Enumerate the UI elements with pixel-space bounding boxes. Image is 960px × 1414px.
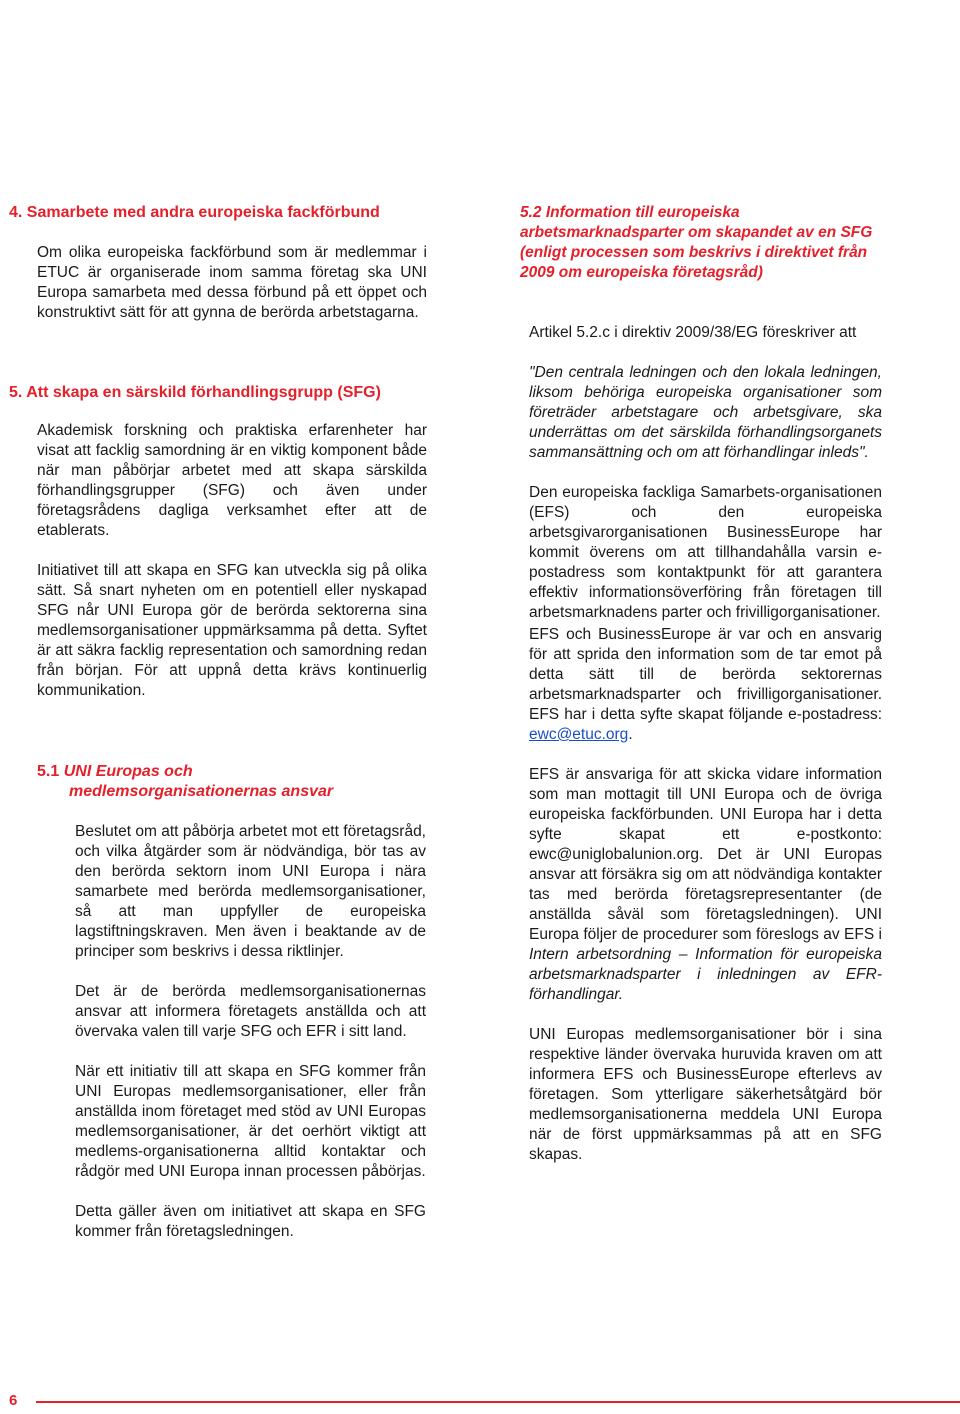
section-5-body [37, 421, 427, 701]
right-paragraph-2: EFS och BusinessEurope är var och en ansvarig för att sprida den information som de tar emot på detta sätt till de berörda sektorernas arbetsmarknadsparter och frivilligorganisationer. EFS har i detta syfte skapat följande e-postadress: ewc@etuc.org. [529, 626, 882, 743]
right-paragraph-4: UNI Europas medlemsorganisationer bör i sina respektive länder övervaka huruvida kraven om att informera EFS och BusinessEurope efterlevs av företagen. Som ytterligare säkerhetsåtgärd bör medlemsorganisationerna meddela UNI Europa när de först uppmärksammas på att en SFG skapas. [529, 1026, 882, 1163]
etuc-email-link[interactable]: ewc@etuc.org [529, 726, 629, 743]
section-5-1-paragraph-1: Beslutet om att påbörja arbetet mot ett företagsråd, och vilka åtgärder som är nödvändiga, bör tas av den berörda sektorn inom UNI Europa i nära samarbete med berörda medlemsorganisationer, så att man uppfyller de europeiska lagstiftningskraven. Men även i beaktande av de principer som beskrivs i dessa riktlinjer. [75, 823, 426, 960]
directive-quote: "Den centrala ledningen och den lokala ledningen, liksom behöriga europeiska organisationer som företräder arbetstagare och arbetsgivare, ska underrättas om det särskilda förhandlingsorganets sammansättning och om att förhandlingar inleds". [529, 364, 882, 461]
section-5-1-body [75, 822, 426, 1242]
section-5-2-heading: 5.2 Information till europeiska arbetsmarknadsparter om skapandet av en SFG (enligt processen som beskrivs i direktivet från 2009 om europeiska företagsråd) [520, 204, 873, 281]
section-5-1-paragraph-4: Detta gäller även om initiativet att skapa en SFG kommer från företagsledningen. [75, 1203, 426, 1240]
footer-rule [36, 1401, 960, 1403]
section-5-heading: 5. Att skapa en särskild förhandlingsgrupp (SFG) [9, 384, 381, 401]
section-5-1-paragraph-3: När ett initiativ till att skapa en SFG kommer från UNI Europas medlemsorganisationer, eller från anställda inom företaget med stöd av UNI Europas medlemsorganisationer, är det oerhört viktigt att medlems-organisationerna alltid kontaktar och rådgör med UNI Europa innan processen påbörjas. [75, 1063, 426, 1180]
section-5-2-header [520, 203, 882, 283]
article-intro: Artikel 5.2.c i direktiv 2009/38/EG föreskriver att [529, 324, 857, 341]
section-5-2-body [529, 323, 882, 1165]
section-5-paragraph-1: Akademisk forskning och praktiska erfarenheter har visat att facklig samordning är en viktig komponent både när man påbörjar arbetet med att skapa särskilda förhandlingsgrupper (SFG) och även under företagsrådens dagliga verksamhet efter att de etablerats. [37, 422, 427, 539]
section-4-heading: 4. Samarbete med andra europeiska fackförbund [9, 204, 380, 221]
right-paragraph-3: EFS är ansvariga för att skicka vidare information som man mottagit till UNI Europa och de övriga europeiska fackförbunden. UNI Europa har i detta syfte skapat ett e-postkonto: ewc@uniglobalunion.org. Det är UNI Europas ansvar att försäkra sig om att nödvändiga kontakter tas med berörda företagsrepresentanter (de anställda såväl som företagsledningen). UNI Europa följer de procedurer som föreslogs av EFS i Intern arbetsordning – Information för europeiska arbetsmarknadsparter i inledningen av EFR-förhandlingar. [529, 766, 882, 1003]
section-5-paragraph-2: Initiativet till att skapa en SFG kan utveckla sig på olika sätt. Så snart nyheten om en potentiell eller nyskapad SFG når UNI Europa gör de berörda sektorerna sina medlemsorganisationer uppmärksamma på detta. Syftet är att säkra facklig representation och samordning redan från början. För att uppnå detta krävs kontinuerlig kommunikation. [37, 562, 427, 699]
section-5-1-paragraph-2: Det är de berörda medlemsorganisationernas ansvar att informera företagets anställda och att övervaka valen till varje SFG och EFR i sitt land. [75, 983, 426, 1040]
right-paragraph-1: Den europeiska fackliga Samarbets-organisationen (EFS) och den europeiska arbetsgivarorganisationen BusinessEurope har kommit överens om att tillhandahålla varsin e-postadress som kontaktpunkt för att garantera effektiv informationsöverföring från företagen till arbetsmarknadens parter och frivilligorganisationer. [529, 484, 882, 621]
section-4-paragraph: Om olika europeiska fackförbund som är medlemmar i ETUC är organiserade inom samma företag ska UNI Europa samarbeta med dessa förbund på ett öppet och konstruktivt sätt för att gynna de berörda arbetstagarna. [37, 244, 427, 321]
section-5-1-heading: 5.1 UNI Europas och medlemsorganisationernas ansvar [37, 763, 334, 800]
page-number: 6 [9, 1392, 18, 1409]
